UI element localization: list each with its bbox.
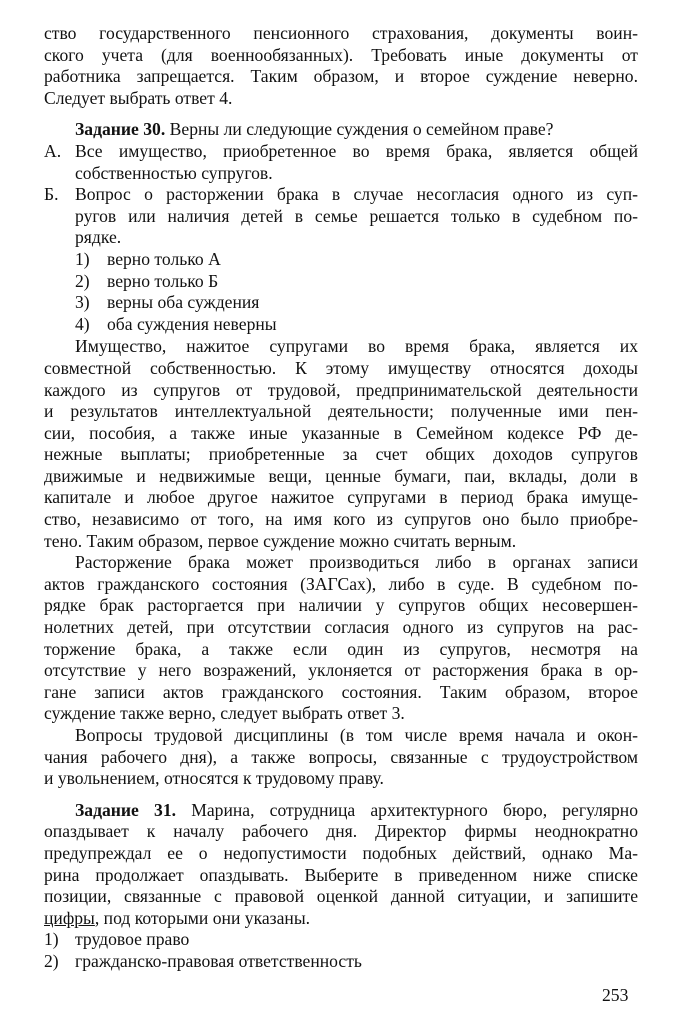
paragraph	[44, 119, 638, 141]
item-label: А.	[44, 140, 62, 161]
task-title: Задание 31.	[75, 799, 177, 820]
text-line: и результатов интеллектуальной деятельности; полученные ими пен-	[44, 401, 638, 422]
text-line: рина продолжает опаздывать. Выберите в приведенном ниже списке	[44, 864, 638, 885]
text-line: чания рабочего дня), а также вопросы, связанные с трудоустройством	[44, 746, 638, 767]
list-item	[44, 184, 638, 249]
text-line: ского учета (для военнообязанных). Требовать иные документы от	[44, 44, 638, 65]
task-title: Задание 30.	[75, 119, 166, 140]
list-item	[44, 929, 638, 951]
text-line: и увольнением, относятся к трудовому праву.	[44, 768, 384, 789]
text-line: гане записи актов гражданского состояния. Таким образом, второе	[44, 681, 638, 702]
text-line: верно только А	[107, 248, 221, 269]
paragraph	[44, 552, 638, 725]
text-line: собственностью супругов.	[75, 162, 273, 183]
item-label: 2)	[44, 950, 59, 971]
text-line: движимые и недвижимые вещи, ценные бумаги, паи, вклады, доли в	[44, 465, 638, 486]
answer-option	[44, 314, 638, 336]
text-line: оба суждения неверны	[107, 313, 277, 334]
paragraph	[44, 725, 638, 790]
paragraph	[44, 336, 638, 552]
text-line: торжение брака, а также если один из супругов, несмотря на	[44, 638, 638, 659]
item-label: 1)	[44, 929, 59, 950]
item-label: 3)	[75, 292, 90, 313]
item-label: 1)	[75, 248, 90, 269]
text-line: предупреждал ее о недопустимости подобных действий, однако Ма-	[44, 842, 638, 863]
text-line: Расторжение брака может производиться либо в органах записи	[75, 552, 638, 573]
answer-option	[44, 292, 638, 314]
text-line: опаздывает к началу рабочего дня. Директор фирмы неоднократно	[44, 821, 638, 842]
text-line: верны оба суждения	[107, 292, 260, 313]
text-line: гражданско-правовая ответственность	[75, 950, 362, 971]
text-line: актов гражданского состояния (ЗАГСах), либо в суде. В судебном по-	[44, 573, 638, 594]
text-line: Следует выбрать ответ 4.	[44, 87, 233, 108]
text-line: совместной собственностью. К этому имуществу относятся доходы	[44, 357, 638, 378]
text-line: Вопросы трудовой дисциплины (в том числе время начала и окон-	[75, 725, 638, 745]
text-line: позиции, связанные с правовой оценкой данной ситуации, и запишите	[44, 886, 638, 907]
text-line: нолетних детей, при отсутствии согласия одного из супругов на рас-	[44, 617, 638, 638]
answer-option	[44, 271, 638, 293]
paragraph	[44, 23, 638, 109]
text-line: каждого из супругов от трудовой, предпринимательской деятельности	[44, 379, 638, 400]
text-line: нежные выплаты; приобретенные за счет общих доходов супругов	[44, 444, 638, 465]
answer-option	[44, 249, 638, 271]
underlined-word: цифры	[44, 907, 95, 928]
item-label: Б.	[44, 184, 59, 205]
text-line: отсутствие у него возражений, уклоняется от расторжения брака в ор-	[44, 660, 638, 681]
text-line	[44, 800, 638, 822]
text-line: рядке.	[75, 227, 122, 248]
line-text: , под которыми они указаны.	[94, 907, 311, 928]
text-line: работника запрещается. Таким образом, и второе суждение неверно.	[44, 66, 638, 87]
item-label: 2)	[75, 270, 90, 291]
text-line: капитале и любое другое нажитое супругами в период брака имуще-	[44, 487, 638, 508]
text-line: ругов или наличия детей в семье решается только в судебном по-	[75, 205, 638, 226]
text-line: ство, независимо от того, на имя кого из супругов оно было приобре-	[44, 509, 638, 530]
item-label: 4)	[75, 313, 90, 334]
text-line: верно только Б	[107, 270, 219, 291]
page-number: 253	[602, 985, 629, 1005]
text-line: рядке брак расторгается при наличии у супругов общих несовершен-	[44, 595, 638, 616]
text-line: сии, пособия, а также иные указанные в Семейном кодексе РФ де-	[44, 422, 638, 443]
text-line	[44, 119, 638, 141]
text-line: Имущество, нажитое супругами во время брака, является их	[75, 336, 638, 357]
text-line: тено. Таким образом, первое суждение можно считать верным.	[44, 530, 517, 551]
text-line: ство государственного пенсионного страхования, документы воин-	[44, 23, 638, 43]
text-line: Все имущество, приобретенное во время брака, является общей	[75, 140, 638, 161]
list-item	[44, 141, 638, 184]
list-item	[44, 951, 638, 973]
text-line: трудовое право	[75, 929, 190, 950]
line-text: Верны ли следующие суждения о семейном праве?	[165, 119, 554, 140]
paragraph	[44, 800, 638, 930]
line-text: Марина, сотрудница архитектурного бюро, регулярно	[176, 799, 638, 820]
text-line	[44, 908, 638, 930]
text-line: суждение также верно, следует выбрать ответ 3.	[44, 703, 405, 724]
document-page	[44, 23, 638, 973]
text-line: Вопрос о расторжении брака в случае несогласия одного из суп-	[75, 184, 638, 205]
